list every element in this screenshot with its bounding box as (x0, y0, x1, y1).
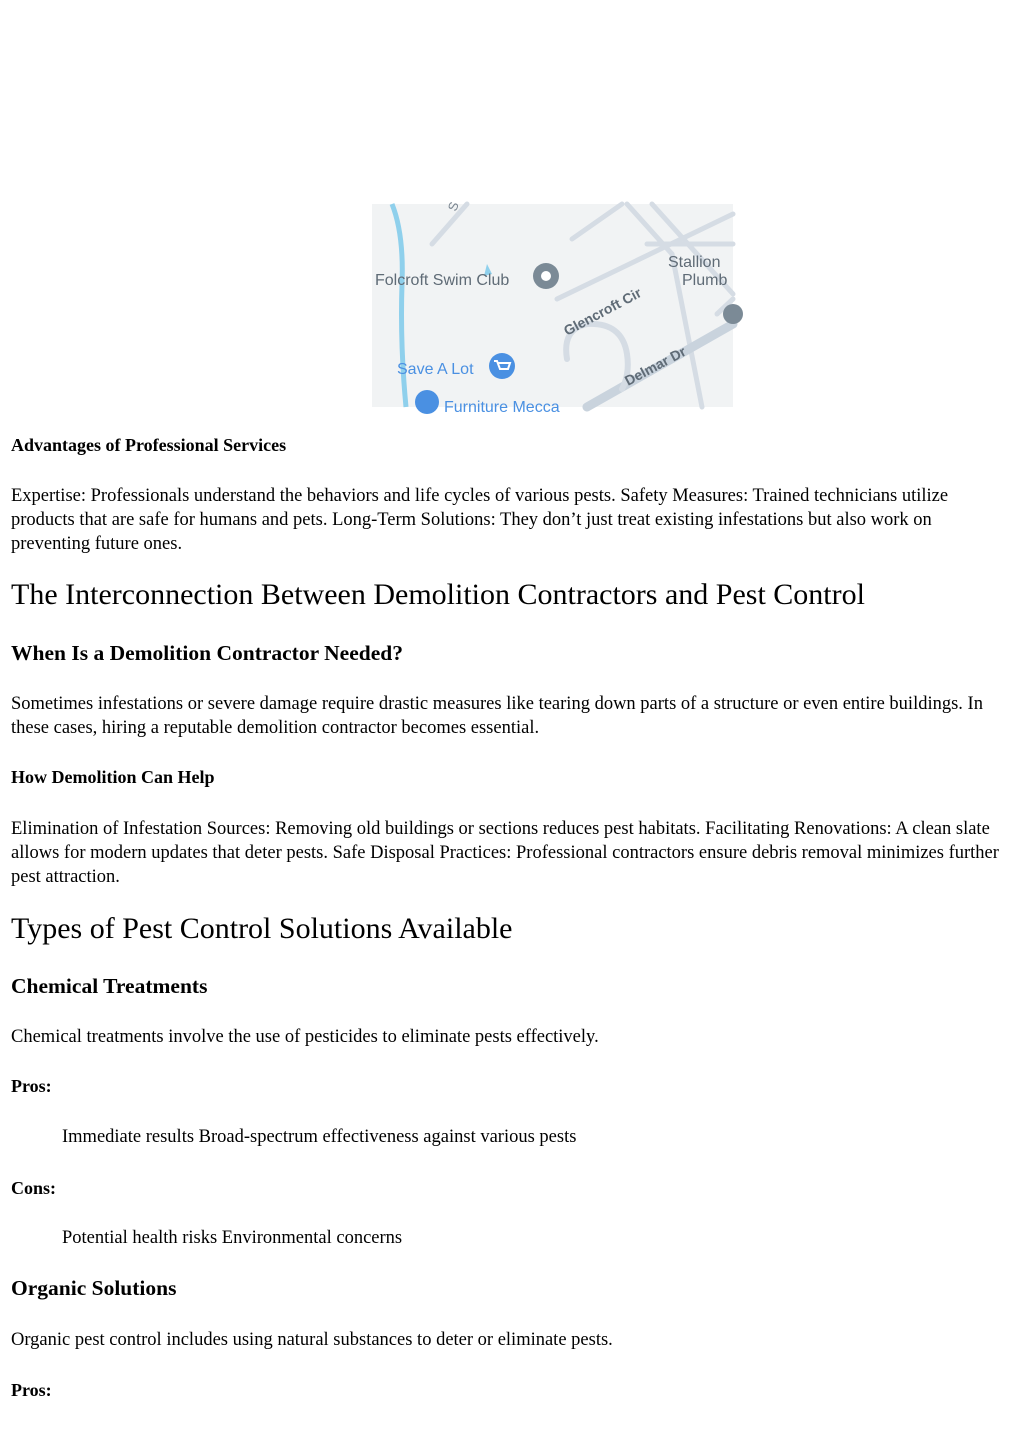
list-item: Immediate results Broad-spectrum effectiveness against various pests (62, 1127, 577, 1147)
pros-label: Pros: (11, 1380, 52, 1400)
svg-text:Delmar Dr: Delmar Dr (621, 343, 689, 389)
interconnection-heading: The Interconnection Between Demolition Contractors and Pest Control (11, 578, 865, 611)
shopping-cart-icon (489, 353, 515, 379)
list-item: Potential health risks Environmental concerns (62, 1228, 403, 1248)
svg-text:Glencroft Cir: Glencroft Cir (560, 284, 644, 339)
pros-label: Pros: (11, 1076, 52, 1096)
svg-text:Save A Lot: Save A Lot (397, 361, 474, 378)
svg-text:S: S (444, 199, 462, 214)
svg-text:Folcroft Swim Club: Folcroft Swim Club (375, 272, 510, 289)
shopping-bag-icon (415, 390, 439, 414)
svg-text:Plumb: Plumb (682, 272, 728, 289)
advantages-heading: Advantages of Professional Services (11, 435, 287, 455)
chemical-heading: Chemical Treatments (11, 974, 208, 998)
when-paragraph: Sometimes infestations or severe damage require drastic measures like tearing down parts of a structure or even entire buildings. In these cases, hiring a reputable demolition contractor becomes essential. (11, 694, 983, 738)
types-heading: Types of Pest Control Solutions Available (11, 912, 513, 945)
map-graphic (372, 199, 733, 416)
map-image[interactable] (372, 199, 733, 416)
how-heading: How Demolition Can Help (11, 767, 215, 787)
place-marker-icon (533, 263, 559, 289)
svg-text:Stallion: Stallion (668, 254, 721, 271)
organic-heading: Organic Solutions (11, 1276, 177, 1300)
cons-label: Cons: (11, 1178, 57, 1198)
organic-paragraph: Organic pest control includes using natural substances to deter or eliminate pests. (11, 1330, 613, 1350)
when-heading: When Is a Demolition Contractor Needed? (11, 641, 403, 665)
svg-text:Furniture Mecca: Furniture Mecca (444, 399, 560, 416)
chemical-paragraph: Chemical treatments involve the use of pesticides to eliminate pests effectively. (11, 1027, 599, 1047)
how-paragraph: Elimination of Infestation Sources: Removing old buildings or sections reduces pest habitats. Facilitating Renovations: A clean slate allows for modern updates that deter pests. Safe Disposal Practices: Professional contractors ensure debris removal minimizes further pest attraction. (11, 819, 999, 887)
advantages-paragraph: Expertise: Professionals understand the behaviors and life cycles of various pests. Safety Measures: Trained technicians utilize products that are safe for humans and pets. Long-Term Solutions: They don’t just treat existing infestations but also work on preventing future ones. (11, 486, 949, 554)
